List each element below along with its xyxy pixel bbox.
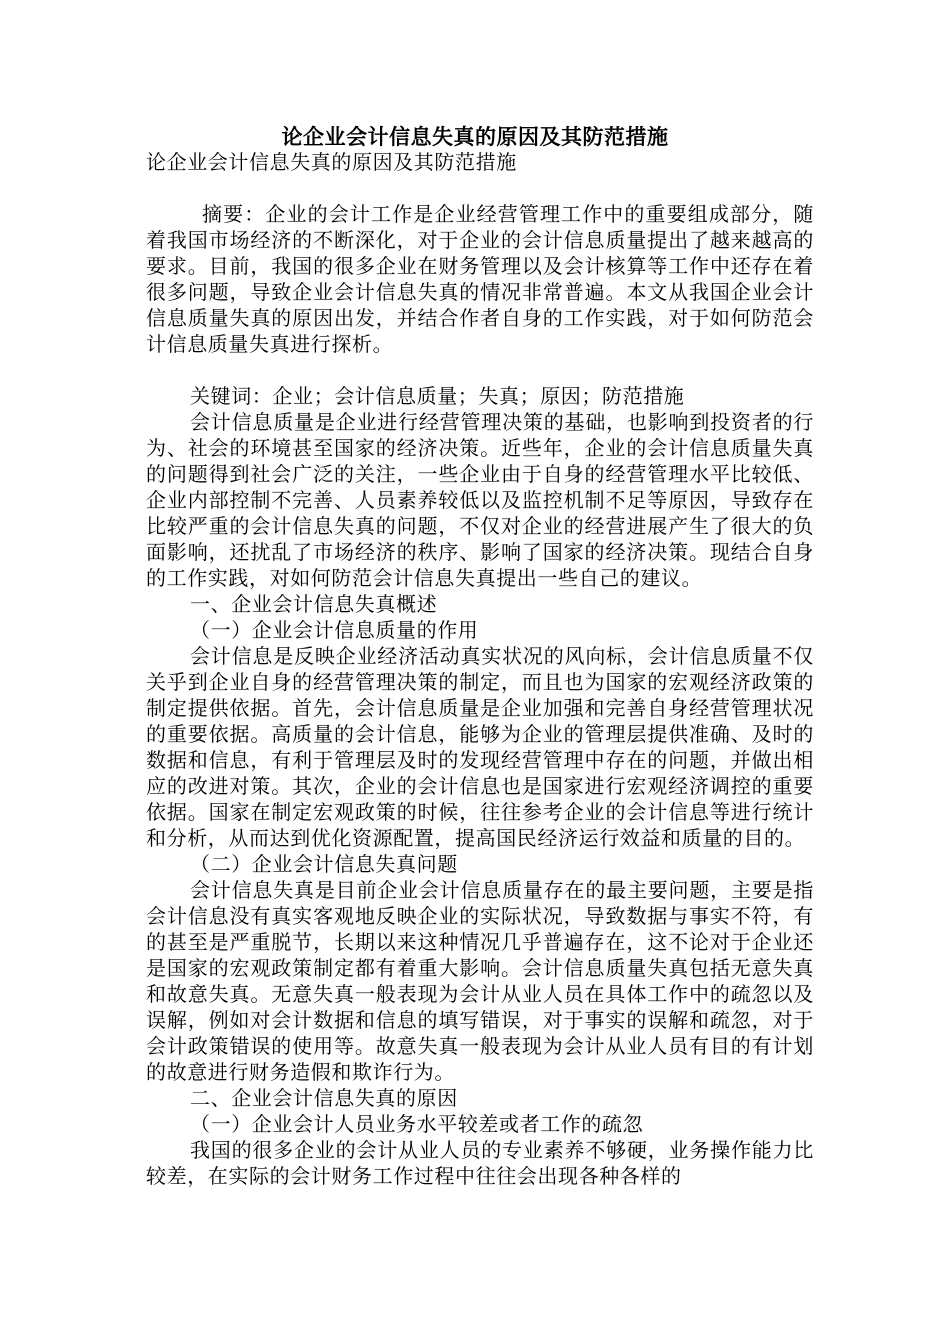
intro-paragraph: 会计信息质量是企业进行经营管理决策的基础，也影响到投资者的行为、社会的环境甚至国家的经济决策。近些年，企业的会计信息质量失真的问题得到社会广泛的关注，一些企业由于自身的经营管理水平比较低、企业内部控制不完善、人员素养较低以及监控机制不足等原因，导致存在比较严重的会计信息失真的问题，不仅对企业的经营进展产生了很大的负面影响，还扰乱了市场经济的秩序、影响了国家的经济决策。现结合自身的工作实践，对如何防范会计信息失真提出一些自己的建议。: [146, 410, 814, 590]
document-title: 论企业会计信息失真的原因及其防范措施: [281, 124, 669, 149]
abstract-paragraph: 摘要：企业的会计工作是企业经营管理工作中的重要组成部分，随着我国市场经济的不断深化，对于企业的会计信息质量提出了越来越高的要求。目前，我国的很多企业在财务管理以及会计核算等工作中还存在着很多问题，导致企业会计信息失真的情况非常普遍。本文从我国企业会计信息质量失真的原因出发，并结合作者自身的工作实践，对于如何防范会计信息质量失真进行探析。: [146, 202, 814, 356]
keywords-line: 关键词：企业；会计信息质量；失真；原因；防范措施: [190, 384, 685, 408]
section-1-1-heading: （一）企业会计信息质量的作用: [190, 618, 479, 642]
section-1-1-paragraph: 会计信息是反映企业经济活动真实状况的风向标，会计信息质量不仅关乎到企业自身的经营管理决策的制定，而且也为国家的宏观经济政策的制定提供依据。首先，会计信息质量是企业加强和完善自身经营管理状况的重要依据。高质量的会计信息，能够为企业的管理层提供准确、及时的数据和信息，有利于管理层及时的发现经营管理中存在的问题，并做出相应的改进对策。其次，企业的会计信息也是国家进行宏观经济调控的重要依据。国家在制定宏观政策的时候，往往参考企业的会计信息等进行统计和分析，从而达到优化资源配置，提高国民经济运行效益和质量的目的。: [146, 644, 814, 850]
spacer: [146, 175, 814, 201]
document-body: [146, 149, 814, 1189]
section-1-2-paragraph: 会计信息失真是目前企业会计信息质量存在的最主要问题，主要是指会计信息没有真实客观地反映企业的实际状况，导致数据与事实不符，有的甚至是严重脱节，长期以来这种情况几乎普遍存在，这不论对于企业还是国家的宏观政策制定都有着重大影响。会计信息质量失真包括无意失真和故意失真。无意失真一般表现为会计从业人员在具体工作中的疏忽以及误解，例如对会计数据和信息的填写错误，对于事实的误解和疏忽，对于会计政策错误的使用等。故意失真一般表现为会计从业人员有目的有计划的故意进行财务造假和欺诈行为。: [146, 878, 814, 1084]
section-1-heading: 一、企业会计信息失真概述: [190, 592, 438, 616]
section-2-1-heading: （一）企业会计人员业务水平较差或者工作的疏忽: [190, 1112, 644, 1136]
spacer: [146, 357, 814, 383]
section-2-1-paragraph: 我国的很多企业的会计从业人员的专业素养不够硬，业务操作能力比较差，在实际的会计财务工作过程中往往会出现各种各样的: [146, 1138, 814, 1188]
section-2-heading: 二、企业会计信息失真的原因: [190, 1086, 458, 1110]
document-subtitle: 论企业会计信息失真的原因及其防范措施: [146, 150, 517, 174]
section-1-2-heading: （二）企业会计信息失真问题: [190, 852, 458, 876]
